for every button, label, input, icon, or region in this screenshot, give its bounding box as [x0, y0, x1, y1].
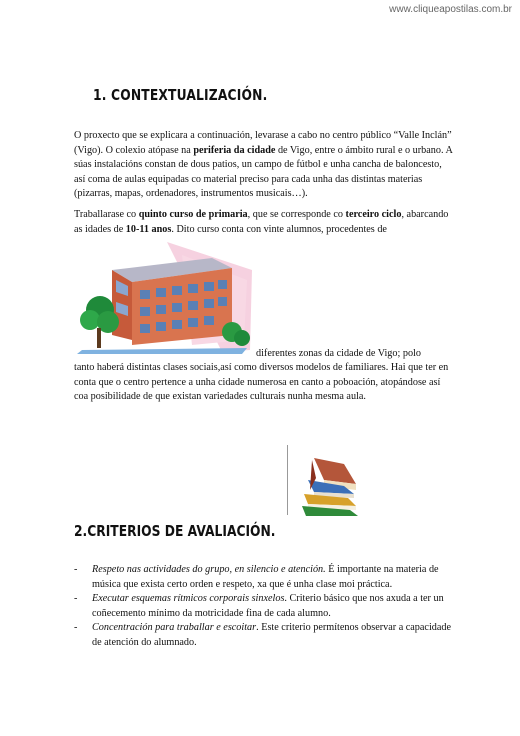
italic-text: Respeto nas actividades do grupo, en silencio e atención. [92, 564, 326, 575]
paragraph-course [74, 208, 454, 237]
bold-text: periferia da cidade [193, 144, 276, 156]
bullet: - [74, 564, 78, 575]
bullet: - [74, 622, 78, 634]
bold-text: terceiro ciclo [345, 209, 402, 220]
school-building-icon [72, 240, 257, 355]
criteria-list [74, 563, 454, 651]
books-image [294, 450, 364, 525]
text: Traballarase co [74, 209, 139, 220]
text: . Criterio básico que nos axuda a ter un coñecemento mínimo da motricidade fina de cada alumno. [92, 593, 444, 619]
bold-text: quinto curso de primaria [138, 209, 248, 220]
text: , abarcando as idades de [74, 209, 449, 235]
list-item [74, 592, 454, 621]
bullet: - [74, 593, 78, 605]
school-building-image [72, 240, 257, 360]
paragraph-after-image: diferentes zonas da cidade de Vigo; polo [256, 348, 421, 359]
watermark: www.cliqueapostilas.com.br [389, 4, 512, 15]
divider-line [287, 445, 288, 515]
italic-text: Executar esquemas rítmicos corporais sinxelos [92, 593, 285, 605]
text: É importante na materia de música que exista certo orden e respeto, xa que é unha clase moi práctica. [92, 564, 439, 590]
text: , que se corresponde co [247, 209, 346, 220]
text: . Este criterio permítenos observar a capacidade de atención do alumnado. [92, 622, 452, 648]
list-item [74, 563, 454, 592]
bold-text: 10-11 anos [125, 223, 172, 235]
section-heading-criterios: 2.CRITERIOS DE AVALIACIÓN. [74, 522, 276, 540]
text: de Vigo, entre o ámbito rural e o urbano. A súas instalacións constan de dous patios, un campo de fútbol e unha cancha de baloncesto, así coma de aulas equipadas co material preciso para cada unha das distintas materias (pizarras, mapas, ordenadores, instrumentos musicais…). [74, 144, 453, 200]
books-icon [294, 450, 364, 520]
paragraph-social: tanto haberá distintas clases sociais,así como diversos modelos de familiares. Hai que ter en conta que o centro pertence a unha cidade numerosa en canto a poboación, atopándose así coa posibilidade de que existan variedades culturais nunha mesma aula. [74, 362, 449, 403]
paragraph-intro [74, 129, 454, 202]
list-item [74, 621, 454, 650]
italic-text: Concentración para traballar e escoitar [92, 622, 257, 634]
text: . Dito curso conta con vinte alumnos, procedentes de [171, 223, 387, 235]
text: O proxecto que se explicara a continuación, levarase a cabo no centro público “Valle Inclán” (Vigo). O colexio atópase na [74, 130, 452, 156]
section-heading-contextualizacion: 1. CONTEXTUALIZACIÓN. [93, 86, 268, 104]
